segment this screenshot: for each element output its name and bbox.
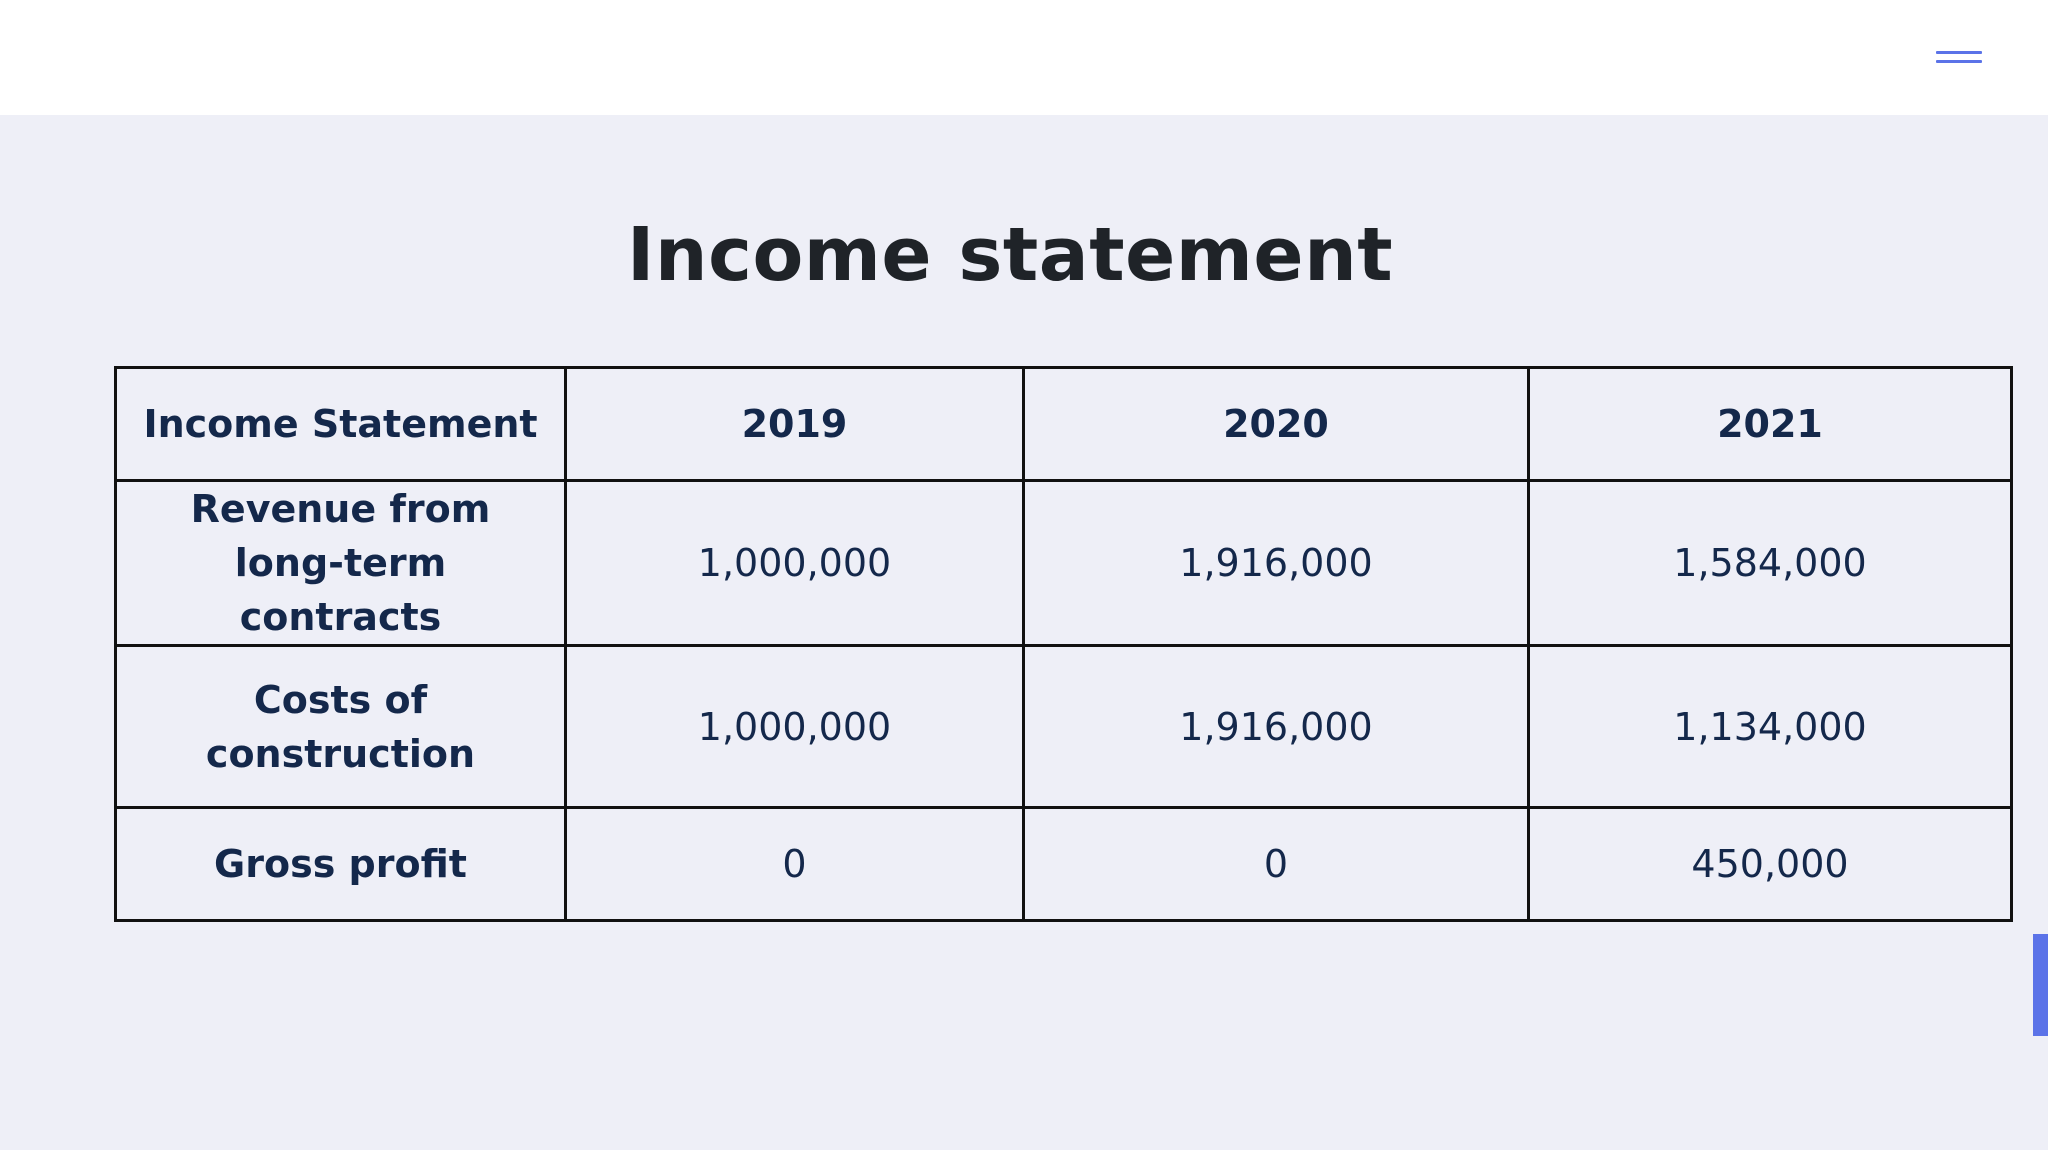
menu-button[interactable]	[1924, 38, 1992, 78]
row-label: Costs of construction	[116, 646, 566, 808]
table-cell: 1,916,000	[1024, 481, 1529, 646]
side-tab-handle[interactable]	[2033, 934, 2048, 1036]
row-label: Revenue from long-term contracts	[116, 481, 566, 646]
table-cell: 0	[566, 808, 1024, 921]
table-cell: 1,584,000	[1529, 481, 2012, 646]
table-cell: 1,916,000	[1024, 646, 1529, 808]
row-label: Gross profit	[116, 808, 566, 921]
column-header: Income Statement	[116, 368, 566, 481]
table-cell: 0	[1024, 808, 1529, 921]
top-bar	[0, 0, 2048, 115]
table-row	[116, 481, 2012, 646]
column-header: 2020	[1024, 368, 1529, 481]
hamburger-menu-icon-line	[1936, 60, 1982, 63]
column-header: 2019	[566, 368, 1024, 481]
hamburger-menu-icon	[1936, 51, 1982, 54]
slide-content	[0, 115, 2048, 1152]
table-cell: 1,000,000	[566, 481, 1024, 646]
table-cell: 450,000	[1529, 808, 2012, 921]
page-title: Income statement	[626, 212, 1394, 298]
table-header-row	[116, 368, 2012, 481]
table-row	[116, 808, 2012, 921]
table-cell: 1,000,000	[566, 646, 1024, 808]
table-row	[116, 646, 2012, 808]
column-header: 2021	[1529, 368, 2012, 481]
table-cell: 1,134,000	[1529, 646, 2012, 808]
income-statement-table	[114, 366, 2013, 922]
